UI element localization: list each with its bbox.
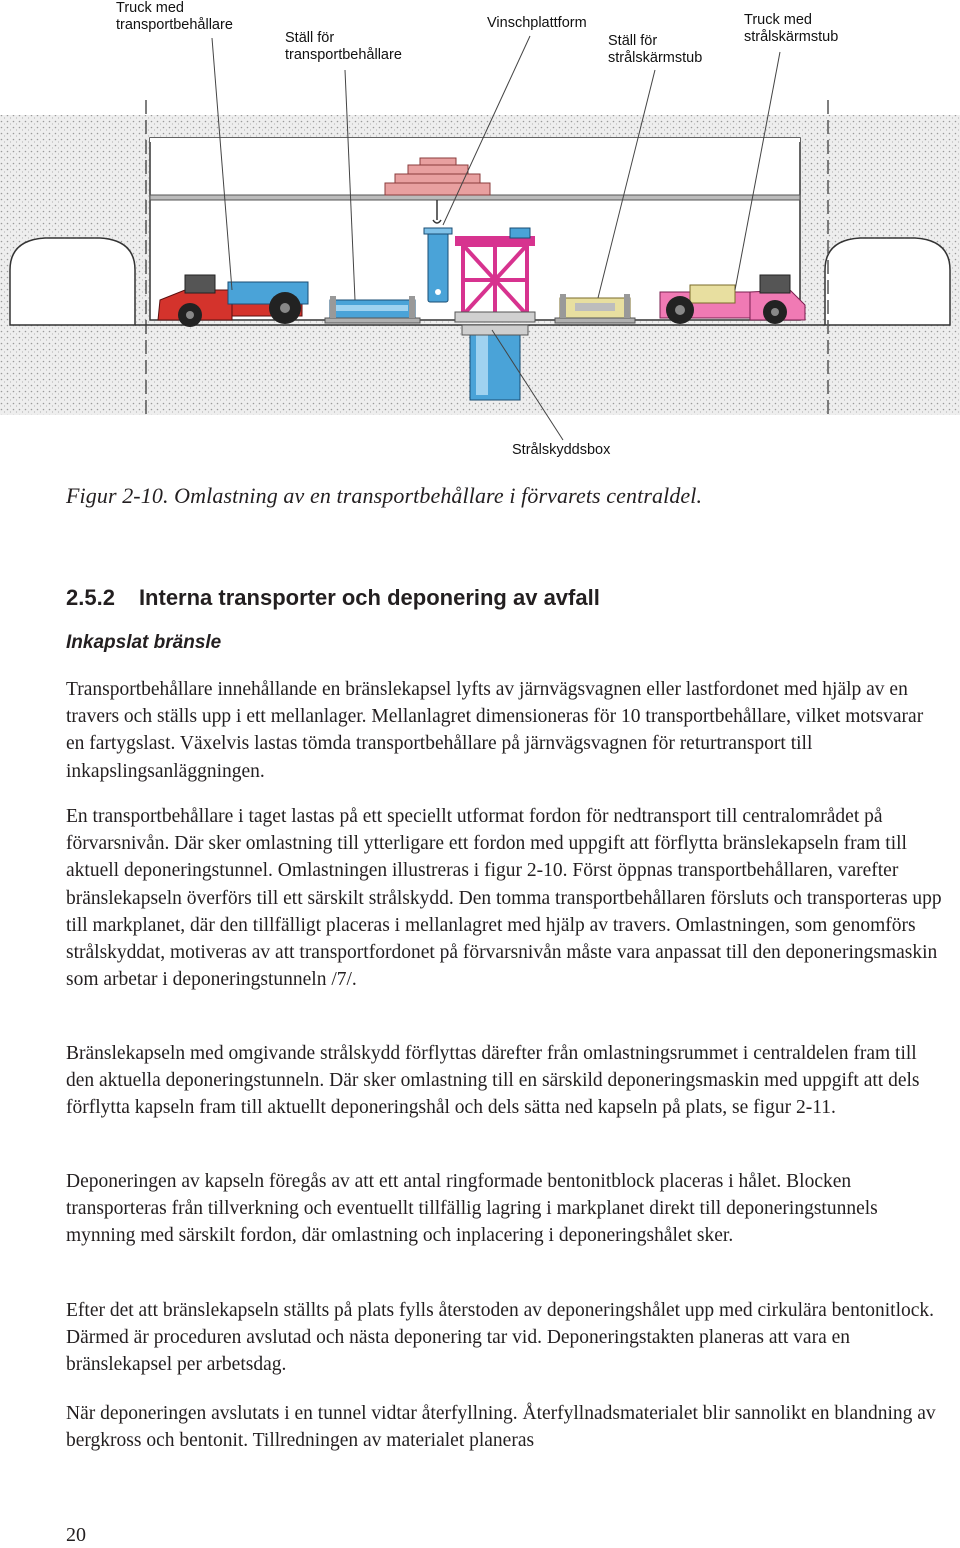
paragraph-4: Deponeringen av kapseln föregås av att ett antal ringformade bentonitblock placeras i hålet. Blocken transporteras från tillverkning och eventuellt tillfällig lagring i markplanet direkt till deponeringstunnels mynning med särskilt fordon, där omlastning och inplacering i deponeringshålet sker.	[66, 1171, 878, 1247]
label-rack-stub: Ställ för strålskärmstub	[608, 33, 703, 66]
rack-with-container	[325, 296, 420, 323]
paragraph-3: Bränslekapseln med omgivande strålskydd förflyttas därefter från omlastningsrummet i centraldelen fram till den aktuella deponeringstunneln. Där sker omlastning till en särskild deponeringsmaskin med uppgift att dels förflytta kapseln fram till aktuellt deponeringshål och dels sätta ned kapseln på plats, se figur 2-11.	[66, 1043, 920, 1119]
section-number: 2.5.2	[66, 585, 115, 610]
shield-box	[462, 325, 528, 400]
winch-platform-frame	[463, 245, 527, 315]
label-truck-stub: Truck med strålskärmstub	[744, 12, 839, 45]
transfer-hall-illustration	[0, 0, 960, 470]
figure-caption-label: Figur 2-10.	[66, 483, 169, 508]
right-tunnel	[825, 238, 950, 325]
page-number: 20	[66, 1524, 86, 1546]
paragraph-6: När deponeringen avslutats i en tunnel vidtar återfyllning. Återfyllnadsmaterialet blir sannolikt en blandning av bergkross och bentonit. Tillredningen av materialet planeras	[66, 1403, 936, 1452]
label-shield-box: Strålskyddsbox	[512, 442, 611, 458]
rack-with-shield-stub	[555, 294, 635, 323]
subsection-heading: Inkapslat bränsle	[66, 632, 222, 653]
hanging-canister	[424, 228, 452, 302]
paragraph-5: Efter det att bränslekapseln ställts på plats fylls återstoden av deponeringshålet upp med cirkulära bentonitlock. Därmed är proceduren avslutad och nästa deponering tar vid. Deponeringstakten planeras att vara en bränslekapsel per arbetsdag.	[66, 1300, 935, 1376]
paragraph-2: En transportbehållare i taget lastas på ett speciellt utformat fordon för nedtransport till centralområdet på förvarsnivån. Där sker omlastning till ytterligare ett fordon med uppgift att förflytta bränslekapseln fram till aktuell deponeringstunnel. Omlastningen illustreras i figur 2-10. Först öppnas transportbehållaren, varefter bränslekapseln överförs till ett särskilt strålskydd. Den tomma transportbehållaren försluts och transporteras upp till markplanet, där den tillfälligt placeras i mellanlagret med hjälp av travers. Omlastningen, som genomförs strålskyddat, motiveras av att transportfordonet på förvarsnivån måste vara anpassat till den deponeringsmaskin som arbetar i deponeringstunneln /7/.	[66, 806, 942, 991]
figure-caption	[66, 483, 702, 509]
section-title: Interna transporter och deponering av avfall	[138, 585, 600, 610]
paragraph-1: Transportbehållare innehållande en bränslekapsel lyfts av järnvägsvagnen eller lastfordonet med hjälp av en travers och ställs upp i ett mellanlager. Mellanlagret dimensioneras för 10 transportbehållare, vilket motsvarar en fartygslast. Växelvis lastas tömda transportbehållare på järnvägsvagnen för returtransport till inkapslingsanläggningen.	[66, 679, 924, 782]
label-winch-platform: Vinschplattform	[487, 15, 587, 31]
label-truck-container: Truck med transportbehållare	[116, 0, 233, 33]
section-heading	[66, 585, 600, 611]
label-rack-container: Ställ för transportbehållare	[285, 30, 402, 63]
left-tunnel	[10, 238, 135, 325]
figure-caption-text: Omlastning av en transportbehållare i förvarets centraldel.	[174, 483, 703, 508]
